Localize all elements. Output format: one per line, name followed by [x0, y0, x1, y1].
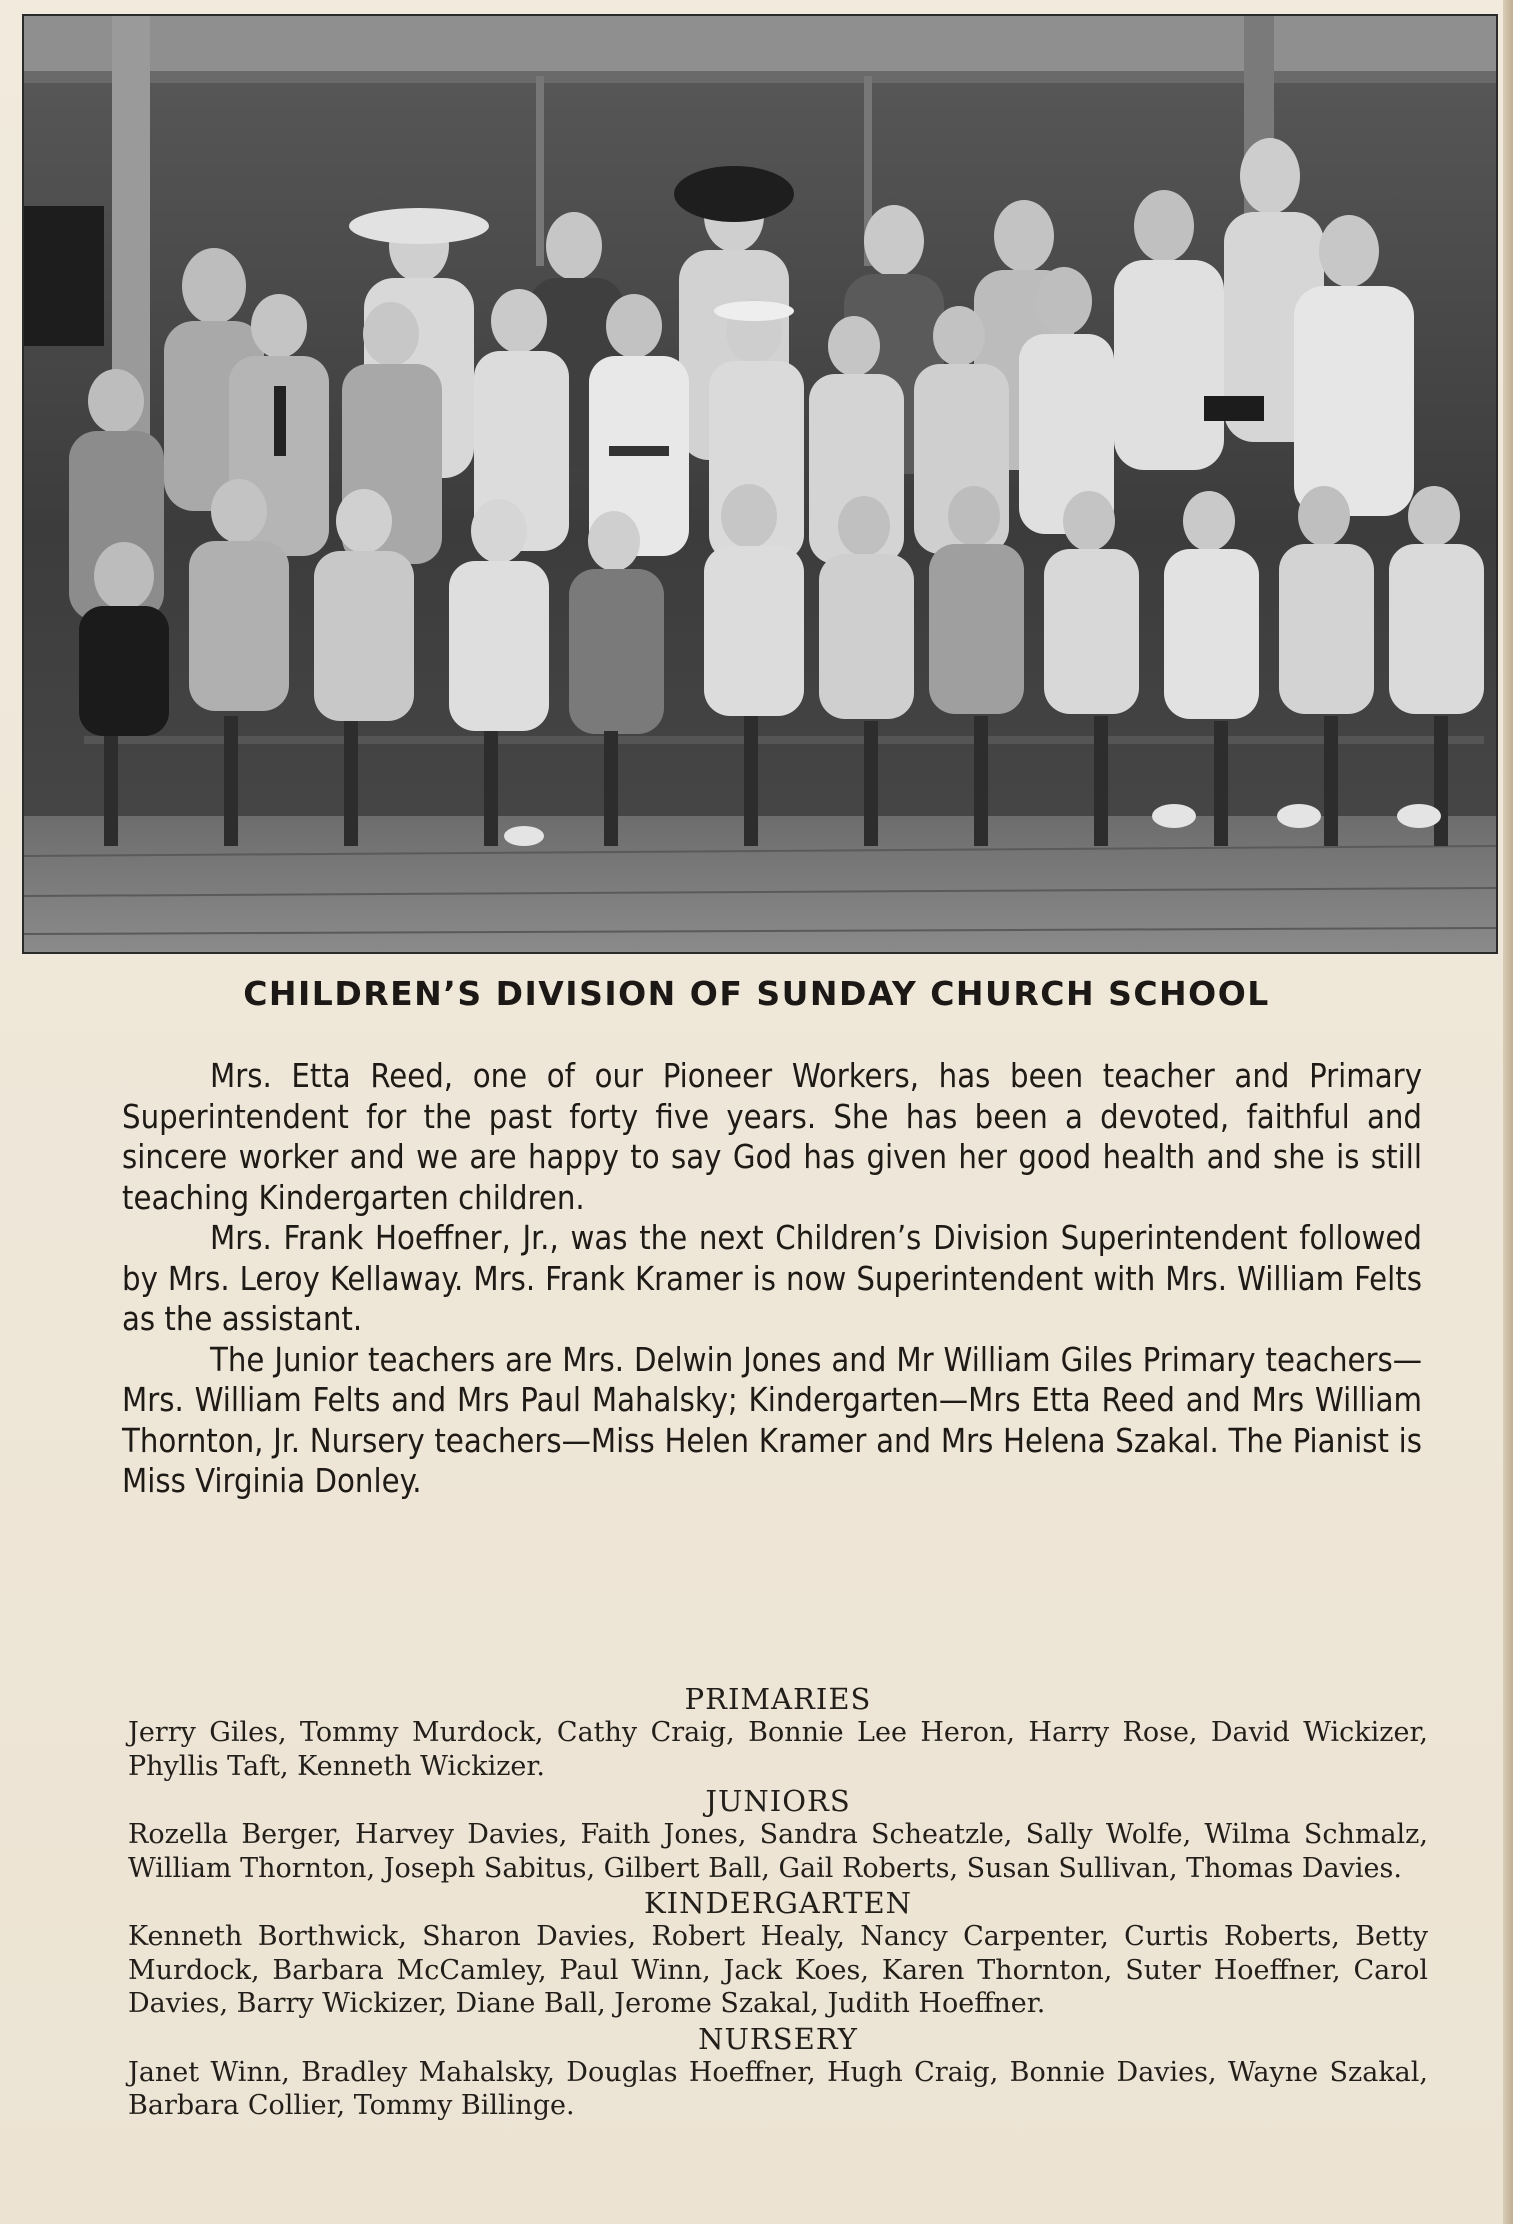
class-rosters: [128, 1683, 1428, 2125]
paragraph: The Junior teachers are Mrs. Delwin Jones and Mr William Giles Primary teachers—Mrs. William Felts and Mrs Paul Mahalsky; Kindergarten—Mrs Etta Reed and Mrs William Thornton, Jr. Nursery teachers—Miss Helen Kramer and Mrs Helena Szakal. The Pianist is Miss Virginia Donley.: [122, 1340, 1422, 1500]
name-list-kindergarten: Kenneth Borthwick, Sharon Davies, Robert Healy, Nancy Carpenter, Curtis Roberts, Betty Murdock, Barbara McCamley, Paul Winn, Jack Koes, Karen Thornton, Suter Hoeffner, Carol Davies, Barry Wickizer, Diane Ball, Jerome Szakal, Judith Hoeffner.: [128, 1921, 1428, 2019]
name-list-juniors: Rozella Berger, Harvey Davies, Faith Jones, Sandra Scheatzle, Sally Wolfe, Wilma Schmalz, William Thornton, Joseph Sabitus, Gilbert Ball, Gail Roberts, Susan Sullivan, Thomas Davies.: [128, 1819, 1428, 1884]
page-title: CHILDREN’S DIVISION OF SUNDAY CHURCH SCHOOL: [243, 974, 1270, 1013]
group-photograph-icon: [22, 14, 1498, 954]
section-heading-juniors: JUNIORS: [705, 1784, 851, 1818]
section-heading-kindergarten: KINDERGARTEN: [643, 1886, 913, 1920]
name-list-nursery: Janet Winn, Bradley Mahalsky, Douglas Hoeffner, Hugh Craig, Bonnie Davies, Wayne Szakal, Barbara Collier, Tommy Billinge.: [128, 2056, 1428, 2121]
section-heading-nursery: NURSERY: [698, 2021, 858, 2056]
paragraph: Mrs. Etta Reed, one of our Pioneer Workers, has been teacher and Primary Superintendent for the past forty five years. She has been a devoted, faithful and sincere worker and we are happy to say God has given her good health and she is still teaching Kindergarten children.: [122, 1057, 1422, 1217]
section-heading-primaries: PRIMARIES: [684, 1682, 872, 1716]
paragraph: Mrs. Frank Hoeffner, Jr., was the next Children’s Division Superintendent followed by Mrs. Leroy Kellaway. Mrs. Frank Kramer is now Superintendent with Mrs. William Felts as the assistant.: [122, 1219, 1422, 1338]
article-body: [122, 1056, 1422, 1502]
name-list-primaries: Jerry Giles, Tommy Murdock, Cathy Craig, Bonnie Lee Heron, Harry Rose, David Wickizer, Phyllis Taft, Kenneth Wickizer.: [128, 1717, 1428, 1782]
page-edge: [1503, 0, 1513, 2224]
